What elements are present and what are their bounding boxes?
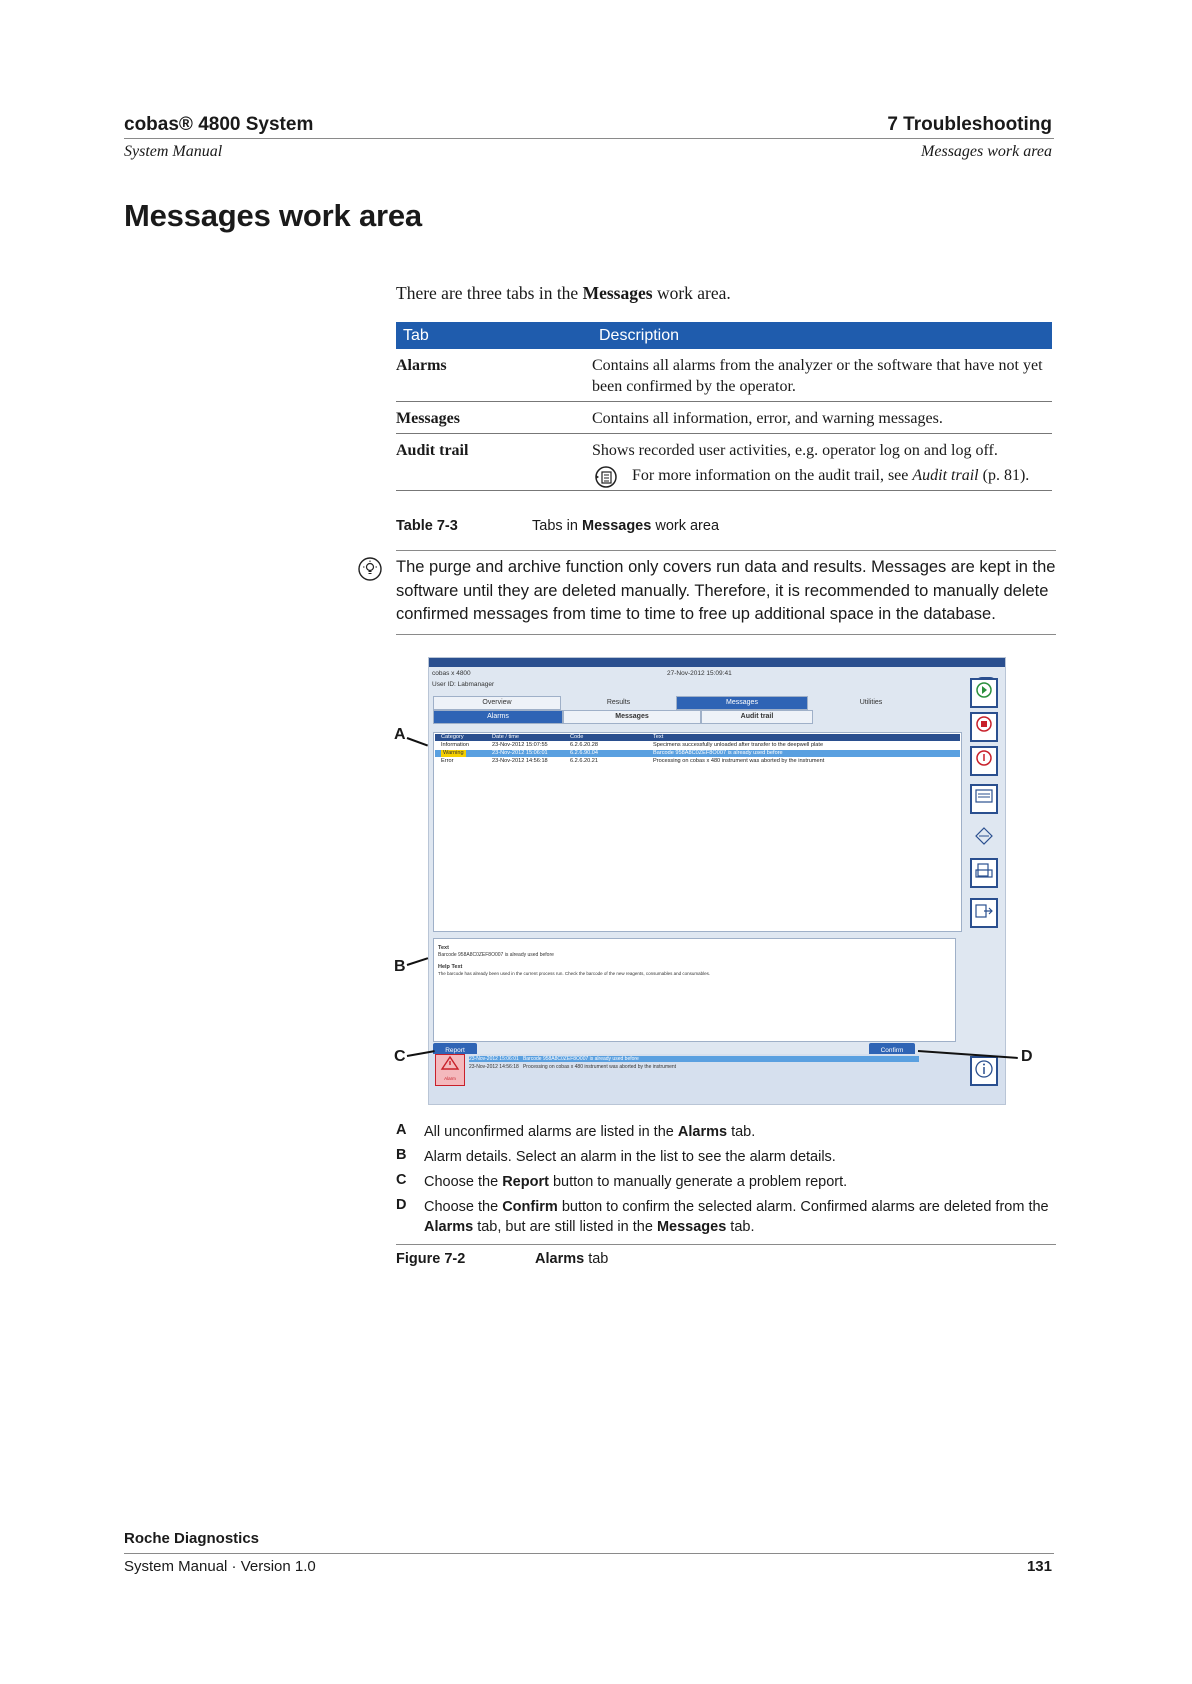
legend-part-end: button to manually generate a problem report. (548, 1174, 848, 1190)
callout-b-leader (407, 957, 429, 966)
header-section-name: Messages work area (921, 143, 1052, 160)
legend-part-end: tab. (727, 1124, 756, 1140)
reference-page: (p. 81). (978, 467, 1030, 484)
subtab-messages[interactable]: Messages (563, 710, 701, 724)
reference-book-icon (594, 466, 620, 488)
play-icon (972, 680, 996, 706)
table-row (396, 349, 1052, 402)
page-number: 131 (1026, 1558, 1052, 1575)
screenshot-datetime: 27-Nov-2012 15:09:41 (667, 670, 732, 677)
legend-bold: Alarms (424, 1219, 474, 1235)
abort-button[interactable] (970, 712, 998, 742)
header-rule (124, 138, 1054, 139)
alarm-status-bar (429, 1054, 1005, 1104)
legend-key: C (396, 1172, 407, 1188)
figure-caption-number: Figure 7-2 (396, 1251, 466, 1267)
tab-results[interactable]: Results (561, 696, 676, 710)
table-cell-tab: Audit trail (396, 434, 592, 491)
details-text: Barcode 958A8C0ZEF8O007 is already used before (438, 952, 554, 958)
reference-link[interactable]: Audit trail (912, 467, 979, 484)
column-category[interactable]: Category (441, 734, 464, 740)
row-category: Warning (443, 750, 464, 756)
row-category: Information (441, 742, 469, 748)
abort-icon (972, 714, 996, 740)
status-row-datetime: 23-Nov-2012 15:06:01 (469, 1056, 519, 1062)
callout-a: A (394, 726, 406, 743)
legend-text: Alarm details. Select an alarm in the list to see the alarm details. (424, 1149, 836, 1165)
alarms-tab-screenshot (428, 657, 1006, 1105)
print-icon (972, 860, 996, 886)
print-button[interactable] (970, 858, 998, 888)
legend-key: D (396, 1197, 407, 1213)
header-product-title: cobas® 4800 System (124, 114, 314, 135)
header-chapter-title: 7 Troubleshooting (887, 114, 1052, 135)
row-datetime: 23-Nov-2012 15:07:55 (492, 742, 548, 748)
tabs-table (396, 322, 1052, 491)
legend-text (424, 1172, 1064, 1192)
table-cell-tab: Alarms (396, 349, 592, 402)
table-caption-number: Table 7-3 (396, 518, 458, 534)
legend-text (424, 1122, 1064, 1142)
information-button[interactable] (970, 1056, 998, 1086)
intro-bold: Messages (582, 283, 653, 303)
table-cell-desc (592, 434, 1052, 491)
intro-paragraph (396, 283, 731, 304)
log-off-button[interactable] (970, 898, 998, 928)
column-text[interactable]: Text (653, 734, 664, 740)
subtab-alarms[interactable]: Alarms (433, 710, 563, 724)
batch-button[interactable] (970, 784, 998, 814)
info-icon (972, 1058, 996, 1084)
table-cell-desc: Contains all information, error, and warning messages. (592, 402, 1052, 434)
callout-d: D (1021, 1048, 1033, 1065)
legend-part: button to confirm the selected alarm. Confirmed alarms are deleted from the (557, 1199, 1049, 1215)
intro-text-end: work area. (652, 283, 731, 303)
table-row (396, 402, 1052, 434)
table-cell-desc-text: Shows recorded user activities, e.g. operator log on and log off. (592, 442, 998, 459)
intro-text: There are three tabs in the (396, 283, 583, 303)
tip-lightbulb-icon (358, 557, 382, 581)
screenshot-app-name: cobas x 4800 (432, 670, 471, 677)
export-icon (970, 824, 998, 854)
figure-caption-end: tab (584, 1251, 609, 1267)
table-row (396, 434, 1052, 491)
batch-icon (972, 786, 996, 812)
figure-caption-rule (396, 1244, 1056, 1245)
stop-button[interactable] (970, 746, 998, 776)
alarm-button-label: Alarm (444, 1076, 456, 1081)
note-bottom-rule (396, 634, 1056, 635)
table-cell-desc: Contains all alarms from the analyzer or the software that have not yet been confirmed by the operator. (592, 349, 1052, 402)
table-header-description: Description (592, 322, 1052, 349)
row-category: Error (441, 758, 454, 764)
column-code[interactable]: Code (570, 734, 584, 740)
legend-text (424, 1197, 1064, 1237)
subtab-audit-trail[interactable]: Audit trail (701, 710, 813, 724)
table-header-tab: Tab (396, 322, 592, 349)
footer-manual-version: System Manual · Version 1.0 (124, 1558, 316, 1575)
help-text: The barcode has already been used in the current process run. Check the barcode of the new reagents, consumables and consumables. (438, 971, 711, 976)
reference-text: For more information on the audit trail, see (632, 467, 913, 484)
figure-caption-bold: Alarms (535, 1251, 585, 1267)
status-row-text: Barcode 958A8C0ZEF8O007 is already used before (522, 1056, 639, 1062)
row-datetime: 23-Nov-2012 15:06:01 (492, 750, 548, 756)
alarm-list (433, 732, 962, 932)
screenshot-user: User ID: Labmanager (432, 681, 495, 688)
alarm-button[interactable] (435, 1054, 465, 1086)
export-button[interactable] (970, 824, 998, 854)
legend-bold: Confirm (502, 1199, 558, 1215)
row-code: 6.2.6.20.28 (570, 742, 598, 748)
legend-bold: Messages (656, 1219, 727, 1235)
table-row[interactable] (435, 758, 960, 765)
table-caption-text (532, 518, 719, 534)
footer-company: Roche Diagnostics (124, 1530, 260, 1547)
alarm-list-header (435, 734, 960, 741)
table-caption-part-end: work area (651, 518, 720, 534)
start-run-button[interactable] (970, 678, 998, 708)
confirm-button[interactable]: Confirm (869, 1043, 915, 1058)
table-caption-bold: Messages (581, 518, 652, 534)
legend-part: Choose the (424, 1199, 503, 1215)
table-row[interactable] (435, 742, 960, 749)
status-row[interactable] (469, 1064, 676, 1070)
tab-messages[interactable]: Messages (676, 696, 808, 710)
table-cell-tab: Messages (396, 402, 592, 434)
status-row[interactable] (469, 1056, 919, 1062)
alarm-details (433, 938, 956, 1042)
status-row-datetime: 23-Nov-2012 14:56:18 (469, 1064, 519, 1070)
column-datetime[interactable]: Date / time (492, 734, 520, 740)
legend-key: B (396, 1147, 407, 1163)
footer-rule (124, 1553, 1054, 1554)
tip-note: The purge and archive function only covers run data and results. Messages are kept in the software until they are deleted manually. Therefore, it is recommended to manually delete confirmed messages from time to time to free up additional space in the database. (396, 558, 1056, 623)
row-text: Specimens successfully unloaded after transfer to the deepwell plate (653, 742, 824, 748)
table-caption-part: Tabs in (532, 518, 582, 534)
screenshot-title-bar (429, 658, 1005, 667)
help-label: Help Text (438, 964, 463, 970)
log-off-icon (972, 900, 996, 926)
table-row[interactable] (435, 750, 960, 757)
row-code: 6.2.6.90.04 (570, 750, 598, 756)
row-datetime: 23-Nov-2012 14:56:18 (492, 758, 548, 764)
callout-a-leader (407, 737, 428, 746)
cross-reference (592, 465, 1052, 486)
legend-part-end: tab. (726, 1219, 755, 1235)
legend-part: Choose the (424, 1174, 503, 1190)
legend-key: A (396, 1122, 407, 1138)
note-top-rule (396, 550, 1056, 551)
header-manual-name: System Manual (124, 143, 223, 160)
legend-bold: Alarms (677, 1124, 728, 1140)
status-row-text: Processing on cobas x 480 instrument was aborted by the instrument (522, 1064, 677, 1070)
legend-part: tab, but are still listed in the (473, 1219, 657, 1235)
callout-b: B (394, 958, 406, 975)
alarm-warning-icon (440, 1055, 460, 1071)
row-text: Barcode 958A8C0ZEF8O007 is already used before (653, 750, 783, 756)
tab-utilities[interactable]: Utilities (808, 696, 934, 710)
callout-c: C (394, 1048, 406, 1065)
details-label: Text (438, 945, 449, 951)
report-button[interactable]: Report (433, 1043, 477, 1058)
figure-caption-text (535, 1251, 608, 1267)
legend-bold: Report (502, 1174, 549, 1190)
row-text: Processing on cobas x 480 instrument was aborted by the instrument (653, 758, 825, 764)
legend-part: All unconfirmed alarms are listed in the (424, 1124, 678, 1140)
page-title: Messages work area (124, 198, 422, 233)
row-code: 6.2.6.20.21 (570, 758, 598, 764)
tab-overview[interactable]: Overview (433, 696, 561, 710)
stop-icon (972, 748, 996, 774)
